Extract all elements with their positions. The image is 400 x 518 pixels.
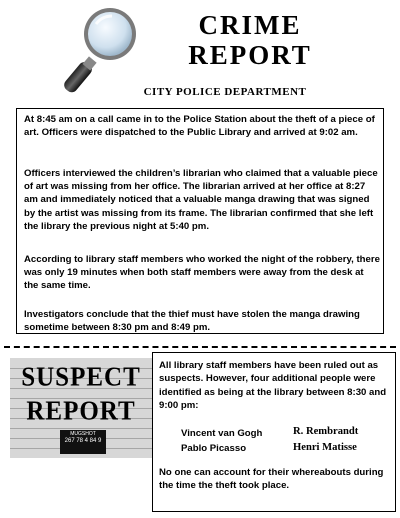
suspect-graphic-text: SUSPECT: [21, 362, 141, 393]
report-graphic-text: REPORT: [26, 396, 136, 427]
suspect-outro-text: No one can account for their whereabouts during the time the theft took place.: [159, 467, 384, 492]
report-paragraph: According to library staff members who worked the night of the robbery, there was only 19 minutes when both staff members were away from the desk at the same time.: [24, 254, 380, 292]
report-title-line1: CRIME: [198, 10, 302, 40]
report-paragraph: At 8:45 am on a call came in to the Police Station about the theft of a piece of art. Officers were dispatched to the Public Library and arrived at 9:02 am.: [24, 114, 375, 139]
mugshot-number: 267 78 4 84 9: [64, 438, 102, 444]
suspect-name: Henri Matisse: [293, 442, 357, 453]
crime-report-box: [16, 108, 384, 334]
mugshot-placard: [60, 430, 106, 454]
magnifying-glass-icon: [62, 4, 142, 94]
report-title-line2: REPORT: [188, 40, 312, 70]
suspect-name: Vincent van Gogh: [181, 428, 263, 439]
dashed-divider: [4, 346, 396, 348]
suspect-report-graphic: [10, 358, 152, 458]
mugshot-label: MUGSHOT: [70, 431, 96, 437]
report-paragraph: Officers interviewed the children’s librarian who claimed that a valuable piece of art was missing from her office. The librarian arrived at her office at 8:27 am and immediately noticed that a valuable manga drawing that was signed by the artist was missing from its frame. The librarian confirmed that she left the library the previous night at 5:40 pm.: [24, 168, 378, 232]
suspect-list-box: [152, 352, 396, 512]
suspect-name: Pablo Picasso: [181, 443, 247, 454]
suspect-intro-text: All library staff members have been ruled out as suspects. However, four additional people were identified as being at the library between 8:30 and 9:00 pm:: [159, 360, 387, 412]
department-name: CITY POLICE DEPARTMENT: [143, 86, 307, 98]
report-paragraph: Investigators conclude that the thief must have stolen the manga drawing sometime between 8:30 pm and 8:49 pm.: [24, 309, 360, 334]
suspect-name: R. Rembrandt: [293, 426, 359, 437]
